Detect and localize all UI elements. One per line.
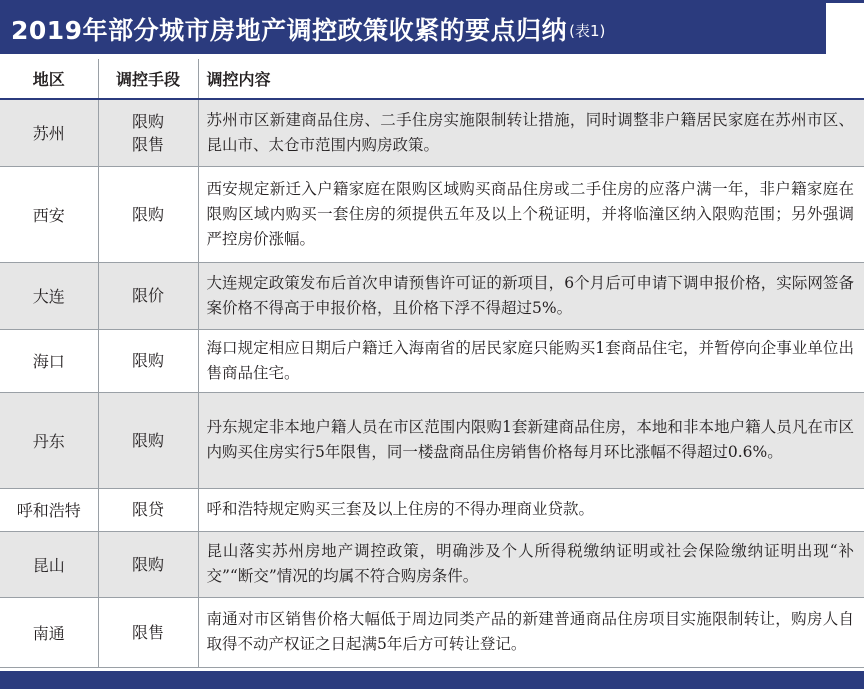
table-row <box>0 488 864 531</box>
table-number: (表1) <box>569 22 606 40</box>
table-row <box>0 597 864 667</box>
means-cell <box>98 392 198 488</box>
region-cell: 丹东 <box>0 392 98 488</box>
means-label: 限售 <box>131 134 164 154</box>
header-content: 调控内容 <box>198 59 864 99</box>
means-label: 限购 <box>131 554 164 574</box>
table-row <box>0 166 864 262</box>
content-cell: 西安规定新迁入户籍家庭在限购区域购买商品住房或二手住房的应落户满一年，非户籍家庭在限购区域内购买一套住房的须提供五年及以上个税证明，并将临潼区纳入限购范围；另外强调严控房价涨幅。 <box>198 166 864 262</box>
means-cell <box>98 166 198 262</box>
table-row <box>0 329 864 392</box>
means-cell <box>98 531 198 597</box>
region-cell: 昆山 <box>0 531 98 597</box>
means-label: 限购 <box>131 111 164 131</box>
region-cell: 西安 <box>0 166 98 262</box>
title-bar <box>0 3 826 54</box>
header-region: 地区 <box>0 59 98 99</box>
means-label: 限价 <box>131 286 164 305</box>
content-cell: 呼和浩特规定购买三套及以上住房的不得办理商业贷款。 <box>198 488 864 531</box>
bottom-accent-bar <box>0 671 864 689</box>
means-label: 限购 <box>131 204 164 224</box>
table-row <box>0 531 864 597</box>
table-row <box>0 392 864 488</box>
region-cell: 海口 <box>0 329 98 392</box>
policy-table-container <box>0 59 864 668</box>
content-cell: 海口规定相应日期后户籍迁入海南省的居民家庭只能购买1套商品住宅，并暂停向企事业单位出售商品住宅。 <box>198 329 864 392</box>
header-means: 调控手段 <box>98 59 198 99</box>
means-cell <box>98 262 198 329</box>
table-row <box>0 99 864 166</box>
content-cell: 丹东规定非本地户籍人员在市区范围内限购1套新建商品住房，本地和非本地户籍人员凡在市区内购买住房实行5年限售，同一楼盘商品住房销售价格每月环比涨幅不得超过0.6%。 <box>198 392 864 488</box>
means-cell <box>98 597 198 667</box>
table-row <box>0 262 864 329</box>
content-cell: 大连规定政策发布后首次申请预售许可证的新项目，6个月后可申请下调申报价格，实际网签备案价格不得高于申报价格，且价格下浮不得超过5%。 <box>198 262 864 329</box>
means-label: 限购 <box>131 351 164 370</box>
content-cell: 苏州市区新建商品住房、二手住房实施限制转让措施，同时调整非户籍居民家庭在苏州市区、昆山市、太仓市范围内购房政策。 <box>198 99 864 166</box>
header-row <box>0 59 864 99</box>
region-cell: 呼和浩特 <box>0 488 98 531</box>
means-label: 限售 <box>131 622 164 642</box>
content-cell: 昆山落实苏州房地产调控政策，明确涉及个人所得税缴纳证明或社会保险缴纳证明出现“补交”“断交”情况的均属不符合购房条件。 <box>198 531 864 597</box>
table-title: 2019年部分城市房地产调控政策收紧的要点归纳 <box>11 15 568 45</box>
means-cell <box>98 329 198 392</box>
means-cell <box>98 488 198 531</box>
region-cell: 南通 <box>0 597 98 667</box>
region-cell: 大连 <box>0 262 98 329</box>
means-label: 限购 <box>131 430 164 450</box>
means-label: 限贷 <box>131 500 164 519</box>
means-cell <box>98 99 198 166</box>
policy-table <box>0 59 864 668</box>
region-cell: 苏州 <box>0 99 98 166</box>
content-cell: 南通对市区销售价格大幅低于周边同类产品的新建普通商品住房项目实施限制转让，购房人自取得不动产权证之日起满5年后方可转让登记。 <box>198 597 864 667</box>
